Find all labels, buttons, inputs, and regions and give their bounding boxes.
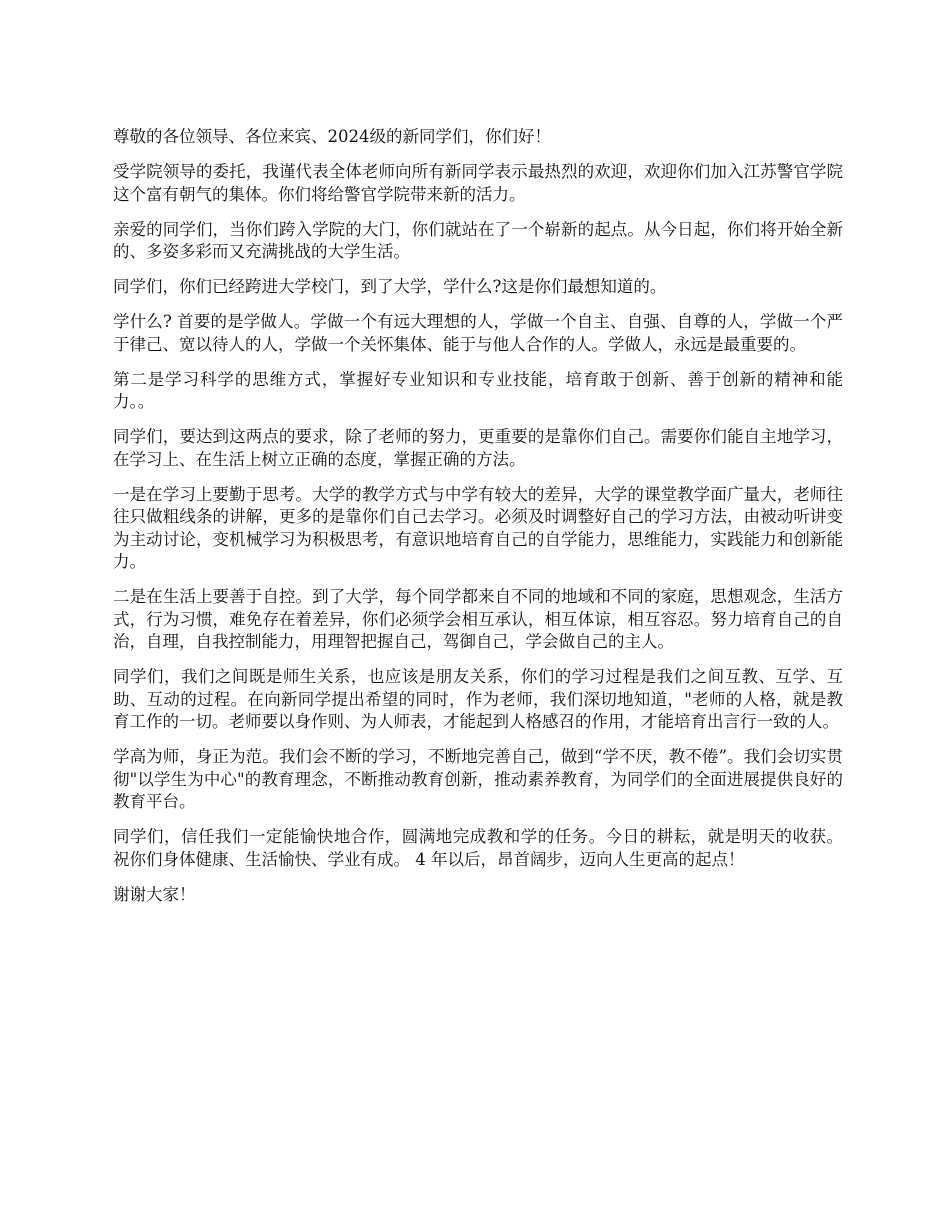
question-paragraph: 同学们，你们已经跨进大学校门，到了大学，学什么?这是你们最想知道的。 — [113, 277, 667, 296]
welcome-paragraph: 受学院领导的委托，我谨代表全体老师向所有新同学表示最热烈的欢迎，欢迎你们加入江苏警官学院这个富有朝气的集体。你们将给警官学院带来新的活力。 — [113, 162, 843, 204]
teacher-student-paragraph: 同学们，我们之间既是师生关系，也应该是朋友关系，你们的学习过程是我们之间互教、互学、互助、互动的过程。在向新同学提出希望的同时，作为老师，我们深切地知道，"老师的人格，就是教育工作的一切。老师要以身作则、为人师表，才能起到人格感召的作用，才能培育出言行一致的人。 — [113, 667, 843, 731]
thanks-paragraph: 谢谢大家！ — [113, 884, 196, 904]
scientific-thinking-paragraph: 第二是学习科学的思维方式，掌握好专业知识和专业技能，培育敢于创新、善于创新的精神和能力。。 — [113, 369, 843, 411]
document-body — [113, 126, 843, 919]
self-reliance-paragraph: 同学们，要达到这两点的要求，除了老师的努力，更重要的是靠你们自己。需要你们能自主地学习，在学习上、在生活上树立正确的态度，掌握正确的方法。 — [113, 427, 843, 469]
learn-to-be-human-paragraph: 学什么? 首要的是学做人。学做一个有远大理想的人，学做一个自主、自强、自尊的人，学做一个严于律己、宽以待人的人，学做一个关怀集体、能于与他人合作的人。学做人，永远是最重要的。 — [113, 312, 843, 354]
closing-wishes-paragraph: 同学们，信任我们一定能愉快地合作，圆满地完成教和学的任务。今日的耕耘，就是明天的收获。 祝你们身体健康、生活愉快、学业有成。 4 年以后，昂首阔步，迈向人生更高的起点！ — [113, 827, 843, 869]
greeting-paragraph: 尊敬的各位领导、各位来宾、2024级的新同学们，你们好！ — [113, 127, 551, 146]
teaching-commitment-paragraph: 学高为师，身正为范。我们会不断的学习，不断地完善自己，做到“学不厌，教不倦”。我们会切实贯彻"以学生为中心"的教育理念，不断推动教育创新，推动素养教育，为同学们的全面进展提供良好的教育平台。 — [113, 747, 843, 811]
self-control-paragraph: 二是在生活上要善于自控。到了大学，每个同学都来自不同的地域和不同的家庭，思想观念，生活方式，行为习惯，难免存在着差异，你们必须学会相互承认，相互体谅，相互容忍。努力培育自己的自治，自理，自我控制能力，用理智把握自己，驾御自己，学会做自己的主人。 — [113, 587, 843, 651]
study-diligently-paragraph: 一是在学习上要勤于思考。大学的教学方式与中学有较大的差异，大学的课堂教学面广量大，老师往往只做粗线条的讲解，更多的是靠你们自己去学习。必须及时调整好自己的学习方法，由被动听讲变为主动讨论，变机械学习为积极思考，有意识地培育自己的自学能力，思维能力，实践能力和创新能力。 — [113, 484, 843, 571]
new-start-paragraph: 亲爱的同学们，当你们跨入学院的大门，你们就站在了一个崭新的起点。从今日起，你们将开始全新的、多姿多彩而又充满挑战的大学生活。 — [113, 219, 843, 261]
